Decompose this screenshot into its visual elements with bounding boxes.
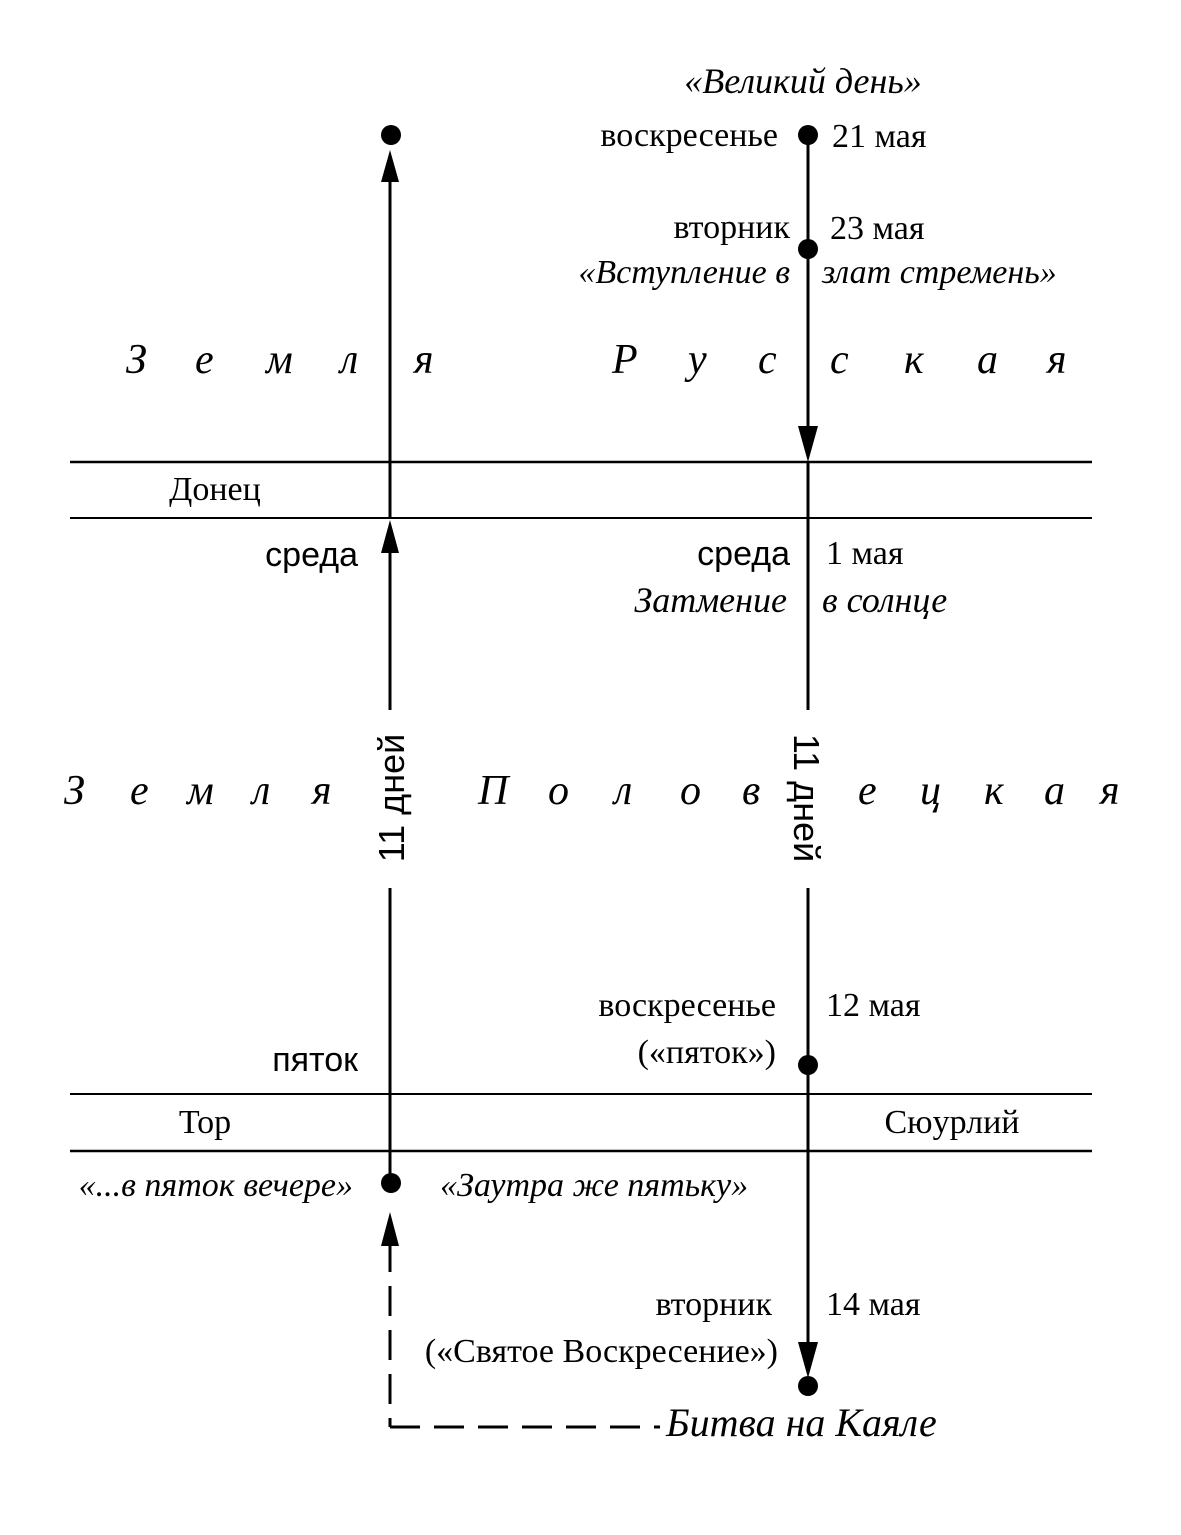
left-top-dot: [381, 125, 401, 145]
zr-letter: м: [266, 337, 293, 383]
zp-letter: о: [680, 768, 701, 814]
sunday-top-label: воскресенье: [600, 117, 778, 154]
zautra-label: «Заутра же пятьку»: [440, 1167, 749, 1204]
right-sunday-dot: [798, 1055, 818, 1075]
zp-letter: о: [548, 768, 569, 814]
pyatok-left-label: пяток: [272, 1041, 358, 1079]
wednesday-right-label: среда: [697, 535, 790, 573]
tor-label: Тор: [178, 1104, 232, 1141]
zr-letter: л: [340, 337, 359, 383]
vstuplenie-right-label: злат стремень»: [822, 254, 1057, 291]
may14-label: 14 мая: [826, 1286, 921, 1323]
zatmenie-right-label: в солнце: [822, 580, 948, 620]
zp-letter: к: [984, 768, 1004, 814]
right-bottom-dot: [798, 1376, 818, 1396]
may1-label: 1 мая: [826, 535, 904, 572]
zp-letter: я: [1100, 768, 1120, 814]
zp-letter: а: [1044, 768, 1065, 814]
left-torr-dot: [381, 1173, 401, 1193]
right-top-dot: [798, 125, 818, 145]
zp-letter: л: [252, 768, 271, 814]
tuesday-top-label: вторник: [673, 209, 790, 246]
zr-letter: у: [688, 337, 707, 383]
pyatok-quote-label: («пяток»): [637, 1034, 776, 1071]
zr-letter: я: [414, 337, 434, 383]
zr-letter: с: [830, 337, 849, 383]
zr-letter: З: [126, 337, 147, 383]
zatmenie-left-label: Затмение: [634, 580, 787, 620]
v-pyatok-vechere-label: «...в пяток вечере»: [78, 1167, 353, 1204]
zp-letter: м: [187, 768, 214, 814]
velikiy-den-label: «Великий день»: [684, 61, 922, 101]
days-left-label: 11 дней: [371, 733, 412, 863]
right-tuesday-dot: [798, 239, 818, 259]
zr-letter: а: [977, 337, 998, 383]
days-right-label: 11 дней: [786, 733, 827, 863]
zr-letter: е: [195, 337, 214, 383]
zp-letter: в: [742, 768, 761, 814]
left-arrow-up-lower: [381, 520, 399, 553]
dashed-arrow-up: [381, 1212, 399, 1246]
zr-letter: я: [1047, 337, 1067, 383]
zemlya-russkaya-label: [126, 337, 1067, 383]
zp-letter: л: [614, 768, 633, 814]
right-arrow-down-lower: [798, 1342, 818, 1378]
zr-letter: Р: [612, 337, 638, 383]
zemlya-polovetskaya-label: [64, 768, 1120, 814]
svyatoe-label: («Святое Воскресение»): [424, 1333, 778, 1370]
may12-label: 12 мая: [826, 987, 921, 1024]
tuesday-low-label: вторник: [655, 1286, 772, 1323]
zp-letter: ц: [920, 768, 941, 814]
sunday-low-label: воскресенье: [598, 987, 776, 1024]
left-arrow-up-upper: [381, 150, 399, 182]
zp-letter: е: [858, 768, 877, 814]
zp-letter: З: [64, 768, 85, 814]
right-arrow-down-upper: [798, 426, 818, 462]
zp-letter: я: [312, 768, 332, 814]
zr-letter: с: [758, 337, 777, 383]
wednesday-left-label: среда: [265, 536, 358, 574]
syurliy-label: Сюурлий: [884, 1104, 1020, 1141]
zr-letter: к: [904, 337, 924, 383]
donets-label: Донец: [169, 471, 261, 508]
may21-label: 21 мая: [832, 118, 927, 155]
may23-label: 23 мая: [830, 210, 925, 247]
bitva-label: Битва на Каяле: [666, 1400, 937, 1445]
zp-letter: е: [130, 768, 149, 814]
zp-letter: П: [478, 768, 509, 814]
vstuplenie-left-label: «Вступление в: [578, 254, 790, 291]
